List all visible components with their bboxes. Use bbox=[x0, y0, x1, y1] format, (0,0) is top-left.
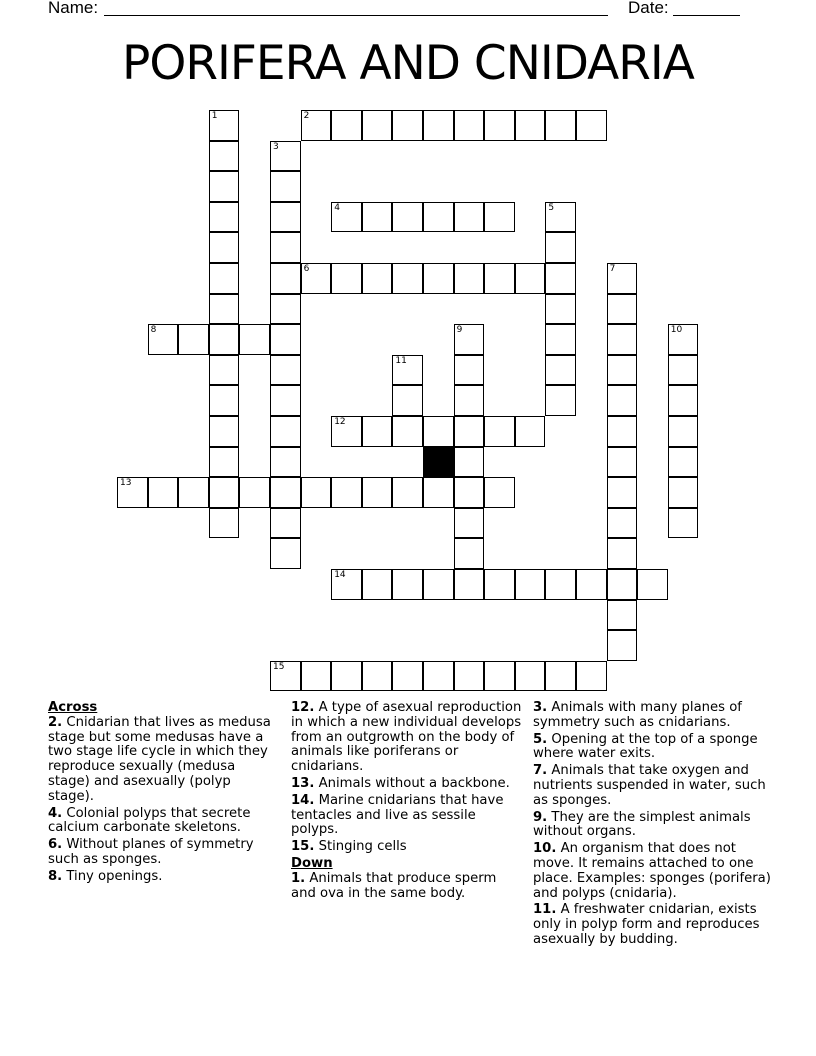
date-label: Date: bbox=[628, 0, 669, 17]
grid-cell[interactable] bbox=[239, 324, 270, 355]
grid-cell[interactable] bbox=[607, 600, 638, 631]
grid-cell[interactable] bbox=[515, 263, 546, 294]
grid-cell[interactable] bbox=[576, 569, 607, 600]
blocked-cell bbox=[423, 447, 454, 478]
grid-cell[interactable] bbox=[423, 263, 454, 294]
grid-cell[interactable] bbox=[392, 355, 423, 386]
clue-across-12: 12. A type of asexual reproduction in which a new individual develops from an outgrowth on the body of animals like poriferans or cnidarians. bbox=[291, 700, 522, 775]
clue-number: 1 bbox=[211, 111, 218, 121]
grid-cell[interactable] bbox=[301, 263, 332, 294]
grid-cell[interactable] bbox=[148, 477, 179, 508]
grid-cell[interactable] bbox=[362, 110, 393, 141]
grid-cell[interactable] bbox=[423, 661, 454, 692]
grid-cell[interactable] bbox=[178, 324, 209, 355]
clue-down-10: 10. An organism that does not move. It remains attached to one place. Examples: sponges (porifera) and polyps (cnidaria). bbox=[533, 841, 771, 901]
clues-column-1 bbox=[48, 701, 280, 887]
grid-cell[interactable] bbox=[301, 110, 332, 141]
grid-cell[interactable] bbox=[362, 569, 393, 600]
grid-cell[interactable] bbox=[607, 355, 638, 386]
grid-cell[interactable] bbox=[392, 202, 423, 233]
grid-cell[interactable] bbox=[270, 508, 301, 539]
grid-cell[interactable] bbox=[209, 355, 240, 386]
grid-cell[interactable] bbox=[362, 263, 393, 294]
grid-cell[interactable] bbox=[209, 263, 240, 294]
grid-cell[interactable] bbox=[270, 661, 301, 692]
clue-down-5: 5. Opening at the top of a sponge where water exits. bbox=[533, 731, 758, 762]
grid-cell[interactable] bbox=[270, 416, 301, 447]
grid-cell[interactable] bbox=[545, 110, 576, 141]
grid-cell[interactable] bbox=[270, 385, 301, 416]
clues-column-2 bbox=[291, 701, 523, 903]
grid-cell[interactable] bbox=[454, 508, 485, 539]
clue-number: 15 bbox=[273, 661, 285, 672]
grid-cell[interactable] bbox=[301, 477, 332, 508]
clue-across-15: 15. Stinging cells bbox=[291, 839, 407, 855]
grid-cell[interactable] bbox=[607, 569, 638, 600]
grid-cell[interactable] bbox=[362, 477, 393, 508]
grid-cell[interactable] bbox=[607, 263, 638, 294]
clue-across-13: 13. Animals without a backbone. bbox=[291, 775, 510, 791]
grid-cell[interactable] bbox=[270, 324, 301, 355]
grid-cell[interactable] bbox=[545, 661, 576, 692]
grid-cell[interactable] bbox=[270, 263, 301, 294]
grid-cell[interactable] bbox=[209, 202, 240, 233]
clues-column-3 bbox=[533, 701, 773, 950]
grid-cell[interactable] bbox=[545, 294, 576, 325]
clue-down-1: 1. Animals that produce sperm and ova in the same body. bbox=[291, 870, 497, 901]
grid-cell[interactable] bbox=[454, 538, 485, 569]
grid-cell[interactable] bbox=[668, 477, 699, 508]
grid-cell[interactable] bbox=[484, 661, 515, 692]
grid-cell[interactable] bbox=[454, 263, 485, 294]
grid-cell[interactable] bbox=[545, 202, 576, 233]
clue-number: 6 bbox=[303, 264, 310, 274]
clue-across-6: 6. Without planes of symmetry such as sponges. bbox=[48, 837, 254, 867]
grid-cell[interactable] bbox=[668, 324, 699, 355]
page-title: PORIFERA AND CNIDARIA bbox=[122, 36, 694, 91]
grid-cell[interactable] bbox=[178, 477, 209, 508]
grid-cell[interactable] bbox=[454, 477, 485, 508]
clue-number: 7 bbox=[609, 264, 616, 274]
grid-cell[interactable] bbox=[423, 477, 454, 508]
clue-number: 9 bbox=[456, 325, 463, 336]
grid-cell[interactable] bbox=[454, 661, 485, 692]
clue-number: 12 bbox=[334, 417, 346, 427]
clue-down-3: 3. Animals with many planes of symmetry such as cnidarians. bbox=[533, 700, 742, 730]
grid-cell[interactable] bbox=[607, 416, 638, 447]
clue-number: 13 bbox=[120, 478, 132, 489]
grid-cell[interactable] bbox=[607, 477, 638, 508]
grid-cell[interactable] bbox=[270, 538, 301, 569]
grid-cell[interactable] bbox=[392, 385, 423, 416]
clue-number: 3 bbox=[273, 141, 279, 152]
grid-cell[interactable] bbox=[454, 447, 485, 478]
grid-cell[interactable] bbox=[362, 416, 393, 447]
grid-cell[interactable] bbox=[331, 110, 362, 141]
grid-cell[interactable] bbox=[454, 202, 485, 233]
grid-cell[interactable] bbox=[270, 447, 301, 478]
grid-cell[interactable] bbox=[270, 355, 301, 386]
grid-cell[interactable] bbox=[607, 447, 638, 478]
grid-cell[interactable] bbox=[392, 416, 423, 447]
grid-cell[interactable] bbox=[668, 385, 699, 416]
grid-cell[interactable] bbox=[209, 416, 240, 447]
grid-cell[interactable] bbox=[484, 110, 515, 141]
grid-cell[interactable] bbox=[607, 385, 638, 416]
grid-cell[interactable] bbox=[454, 416, 485, 447]
clue-down-11: 11. A freshwater cnidarian, exists only in polyp form and reproduces asexually by budding. bbox=[533, 902, 760, 947]
clue-across-14: 14. Marine cnidarians that have tentacles and live as sessile polyps. bbox=[291, 792, 504, 838]
grid-cell[interactable] bbox=[209, 110, 240, 141]
grid-cell[interactable] bbox=[545, 385, 576, 416]
grid-cell[interactable] bbox=[515, 569, 546, 600]
across-heading: Across bbox=[48, 700, 98, 715]
grid-cell[interactable] bbox=[362, 661, 393, 692]
grid-cell[interactable] bbox=[607, 324, 638, 355]
grid-cell[interactable] bbox=[209, 294, 240, 325]
grid-cell[interactable] bbox=[637, 569, 668, 600]
grid-cell[interactable] bbox=[331, 477, 362, 508]
grid-cell[interactable] bbox=[209, 171, 240, 202]
grid-cell[interactable] bbox=[209, 385, 240, 416]
grid-cell[interactable] bbox=[454, 569, 485, 600]
grid-cell[interactable] bbox=[545, 232, 576, 263]
grid-cell[interactable] bbox=[392, 263, 423, 294]
grid-cell[interactable] bbox=[454, 110, 485, 141]
grid-cell[interactable] bbox=[239, 477, 270, 508]
grid-cell[interactable] bbox=[331, 661, 362, 692]
grid-cell[interactable] bbox=[209, 447, 240, 478]
grid-cell[interactable] bbox=[484, 263, 515, 294]
grid-cell[interactable] bbox=[454, 324, 485, 355]
grid-cell[interactable] bbox=[423, 416, 454, 447]
grid-cell[interactable] bbox=[484, 202, 515, 233]
grid-cell[interactable] bbox=[392, 477, 423, 508]
grid-cell[interactable] bbox=[209, 324, 240, 355]
grid-cell[interactable] bbox=[331, 202, 362, 233]
grid-cell[interactable] bbox=[270, 232, 301, 263]
grid-cell[interactable] bbox=[668, 508, 699, 539]
grid-cell[interactable] bbox=[270, 294, 301, 325]
grid-cell[interactable] bbox=[607, 508, 638, 539]
grid-cell[interactable] bbox=[668, 416, 699, 447]
grid-cell[interactable] bbox=[301, 661, 332, 692]
grid-cell[interactable] bbox=[270, 477, 301, 508]
grid-cell[interactable] bbox=[668, 447, 699, 478]
grid-cell[interactable] bbox=[148, 324, 179, 355]
grid-cell[interactable] bbox=[392, 110, 423, 141]
clue-down-7: 7. Animals that take oxygen and nutrients suspended in water, such as sponges. bbox=[533, 763, 766, 808]
clue-number: 11 bbox=[395, 355, 407, 366]
grid-cell[interactable] bbox=[484, 569, 515, 600]
grid-cell[interactable] bbox=[607, 538, 638, 569]
grid-cell[interactable] bbox=[454, 385, 485, 416]
grid-cell[interactable] bbox=[423, 569, 454, 600]
clue-number: 4 bbox=[334, 202, 340, 213]
grid-cell[interactable] bbox=[209, 141, 240, 172]
grid-cell[interactable] bbox=[392, 661, 423, 692]
grid-cell[interactable] bbox=[545, 569, 576, 600]
grid-cell[interactable] bbox=[515, 661, 546, 692]
clue-number: 10 bbox=[670, 325, 683, 336]
grid-cell[interactable] bbox=[576, 110, 607, 141]
grid-cell[interactable] bbox=[454, 355, 485, 386]
grid-cell[interactable] bbox=[331, 416, 362, 447]
grid-cell[interactable] bbox=[668, 355, 699, 386]
clue-number: 8 bbox=[150, 325, 157, 336]
grid-cell[interactable] bbox=[362, 202, 393, 233]
grid-cell[interactable] bbox=[270, 141, 301, 172]
grid-cell[interactable] bbox=[545, 263, 576, 294]
name-label: Name: bbox=[48, 0, 99, 17]
clue-across-4: 4. Colonial polyps that secrete calcium carbonate skeletons. bbox=[48, 805, 251, 836]
grid-cell[interactable] bbox=[331, 569, 362, 600]
grid-cell[interactable] bbox=[209, 477, 240, 508]
clue-number: 2 bbox=[303, 111, 310, 121]
grid-cell[interactable] bbox=[484, 477, 515, 508]
clue-number: 14 bbox=[334, 570, 346, 580]
grid-cell[interactable] bbox=[545, 324, 576, 355]
grid-cell[interactable] bbox=[270, 202, 301, 233]
grid-cell[interactable] bbox=[515, 416, 546, 447]
grid-cell[interactable] bbox=[392, 569, 423, 600]
clue-down-9: 9. They are the simplest animals without organs. bbox=[533, 809, 751, 840]
down-heading: Down bbox=[291, 855, 333, 871]
grid-cell[interactable] bbox=[576, 661, 607, 692]
grid-cell[interactable] bbox=[423, 110, 454, 141]
grid-cell[interactable] bbox=[607, 294, 638, 325]
clue-number: 5 bbox=[548, 202, 555, 213]
grid-cell[interactable] bbox=[209, 232, 240, 263]
clue-across-2: 2. Cnidarian that lives as medusa stage but some medusas have a two stage life cycle in which they reproduce sexually (medusa stage) and asexually (polyp stage). bbox=[48, 714, 271, 804]
grid-cell[interactable] bbox=[545, 355, 576, 386]
grid-cell[interactable] bbox=[423, 202, 454, 233]
grid-cell[interactable] bbox=[607, 630, 638, 661]
grid-cell[interactable] bbox=[484, 416, 515, 447]
grid-cell[interactable] bbox=[117, 477, 148, 508]
grid-cell[interactable] bbox=[331, 263, 362, 294]
grid-cell[interactable] bbox=[270, 171, 301, 202]
grid-cell[interactable] bbox=[515, 110, 546, 141]
grid-cell[interactable] bbox=[209, 508, 240, 539]
clue-across-8: 8. Tiny openings. bbox=[48, 868, 163, 884]
